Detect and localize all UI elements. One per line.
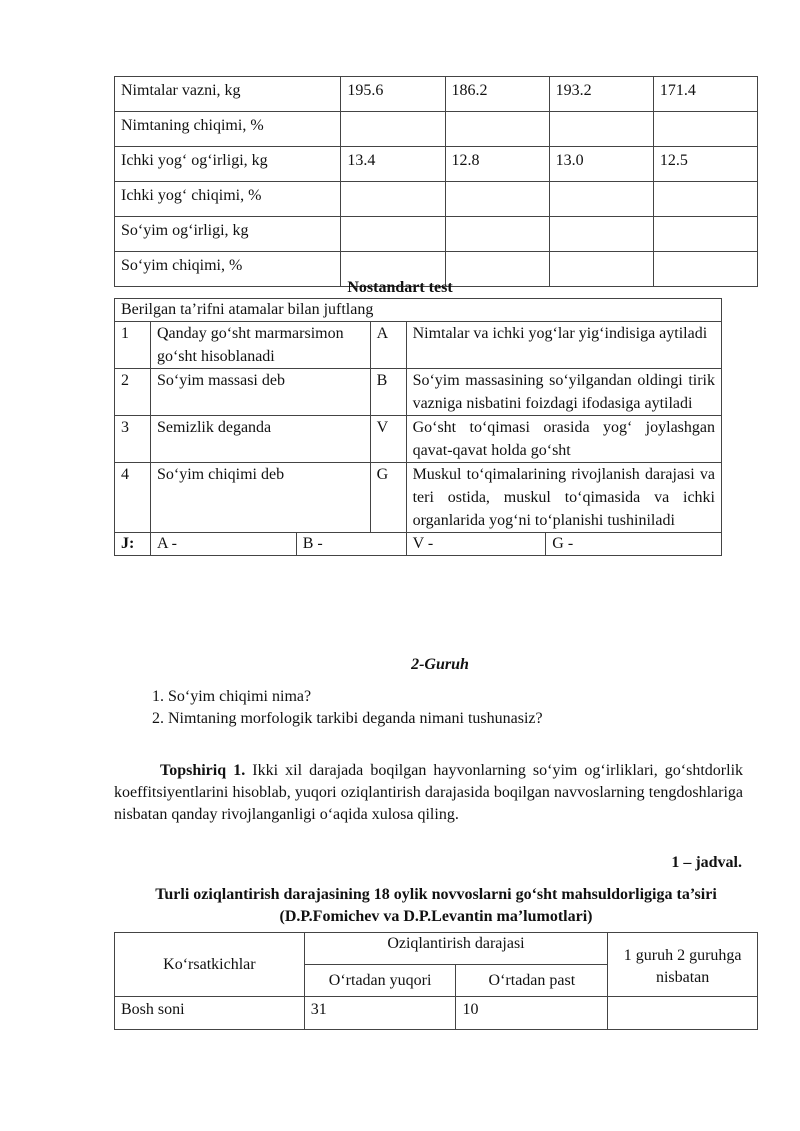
cell-value: 12.5: [653, 147, 757, 182]
item-term: Qanday go‘sht marmarsimon go‘sht hisoblanadi: [150, 322, 370, 369]
table-row: [115, 77, 758, 112]
cell-value: [608, 997, 758, 1030]
task-paragraph: [114, 760, 743, 826]
subheader-below-average: O‘rtadan past: [456, 965, 608, 997]
cell-value: 193.2: [549, 77, 653, 112]
row-label: Nimtalar vazni, kg: [115, 77, 341, 112]
cell-value: [341, 112, 445, 147]
row-label: Ichki yog‘ og‘irligi, kg: [115, 147, 341, 182]
question-list: [152, 686, 543, 730]
table-row: [115, 147, 758, 182]
test-item: [115, 463, 722, 533]
item-definition: So‘yim massasining so‘yilgandan oldingi tirik vazniga nisbatini foizdagi ifodasiga aytiladi: [406, 369, 721, 416]
row-label: Bosh soni: [115, 997, 305, 1030]
table-caption: Turli oziqlantirish darajasining 18 oylik novvoslarni go‘sht mahsuldorligiga ta’siri (D.P.Fomichev va D.P.Levantin ma’lumotlari): [155, 886, 717, 925]
cell-value: 13.0: [549, 147, 653, 182]
task-label: Topshiriq 1.: [160, 762, 246, 779]
test-title: Nostandart test: [347, 279, 453, 296]
answer-b[interactable]: B -: [296, 533, 406, 556]
cell-value: [653, 182, 757, 217]
item-term: Semizlik deganda: [150, 416, 370, 463]
instruction-row: [115, 299, 722, 322]
item-number: 4: [115, 463, 151, 533]
item-definition: Nimtalar va ichki yog‘lar yig‘indisiga aytiladi: [406, 322, 721, 369]
cell-value: [445, 217, 549, 252]
task-text: Ikki xil darajada boqilgan hayvonlarning so‘yim og‘irliklari, go‘shtdorlik koeffitsiyentlarini hisoblab, yuqori oziqlantirish darajasida boqilgan navvoslarning tengdoshlariga nisbatan qanday rivojlanganligi o‘aqida xulosa qiling.: [114, 762, 744, 823]
cell-value: [549, 217, 653, 252]
col-header-indicators: Ko‘rsatkichlar: [115, 933, 305, 997]
question-item: 1. So‘yim chiqimi nima?: [152, 688, 312, 705]
matching-test-table: [114, 298, 722, 556]
item-term: So‘yim massasi deb: [150, 369, 370, 416]
item-definition: Muskul to‘qimalarining rivojlanish darajasi va teri ostida, muskul to‘qimasida va ichki organlarida yog‘ni to‘planishi tushiniladi: [406, 463, 721, 533]
row-label: So‘yim chiqimi, %: [115, 252, 341, 287]
item-letter: A: [370, 322, 406, 369]
table-row: [115, 997, 758, 1030]
section-title: 2-Guruh: [411, 656, 469, 673]
row-label: So‘yim og‘irligi, kg: [115, 217, 341, 252]
cell-value: 12.8: [445, 147, 549, 182]
subheader-above-average: O‘rtadan yuqori: [304, 965, 456, 997]
answer-g[interactable]: G -: [546, 533, 722, 556]
table-row: [115, 112, 758, 147]
cell-value: 31: [304, 997, 456, 1030]
cell-value: [549, 182, 653, 217]
col-header-feeding-level: Oziqlantirish darajasi: [304, 933, 608, 965]
item-number: 2: [115, 369, 151, 416]
test-item: [115, 369, 722, 416]
table-row: [115, 217, 758, 252]
row-label: Ichki yog‘ chiqimi, %: [115, 182, 341, 217]
cell-value: [341, 217, 445, 252]
test-item: [115, 416, 722, 463]
cell-value: [653, 217, 757, 252]
answer-v[interactable]: V -: [406, 533, 546, 556]
feeding-table: [114, 932, 758, 1030]
cell-value: [445, 112, 549, 147]
cell-value: [445, 182, 549, 217]
results-table: [114, 76, 758, 287]
item-term: So‘yim chiqimi deb: [150, 463, 370, 533]
cell-value: [653, 112, 757, 147]
cell-value: [341, 182, 445, 217]
cell-value: 13.4: [341, 147, 445, 182]
header-row: [115, 933, 758, 965]
item-letter: V: [370, 416, 406, 463]
item-definition: Go‘sht to‘qimasi orasida yog‘ joylashgan qavat-qavat holda go‘sht: [406, 416, 721, 463]
col-header-ratio: 1 guruh 2 guruhga nisbatan: [608, 933, 758, 997]
question-item: 2. Nimtaning morfologik tarkibi deganda nimani tushunasiz?: [152, 710, 543, 727]
answer-a[interactable]: A -: [150, 533, 296, 556]
row-label: Nimtaning chiqimi, %: [115, 112, 341, 147]
cell-value: [549, 112, 653, 147]
answer-row: [115, 533, 722, 556]
cell-value: 171.4: [653, 77, 757, 112]
table-number: 1 – jadval.: [671, 854, 742, 871]
item-number: 3: [115, 416, 151, 463]
cell-value: 10: [456, 997, 608, 1030]
cell-value: 195.6: [341, 77, 445, 112]
item-letter: G: [370, 463, 406, 533]
item-number: 1: [115, 322, 151, 369]
test-instruction: Berilgan ta’rifni atamalar bilan juftlang: [115, 299, 722, 322]
item-letter: B: [370, 369, 406, 416]
test-item: [115, 322, 722, 369]
cell-value: 186.2: [445, 77, 549, 112]
table-row: [115, 182, 758, 217]
answer-label: J:: [115, 533, 151, 556]
